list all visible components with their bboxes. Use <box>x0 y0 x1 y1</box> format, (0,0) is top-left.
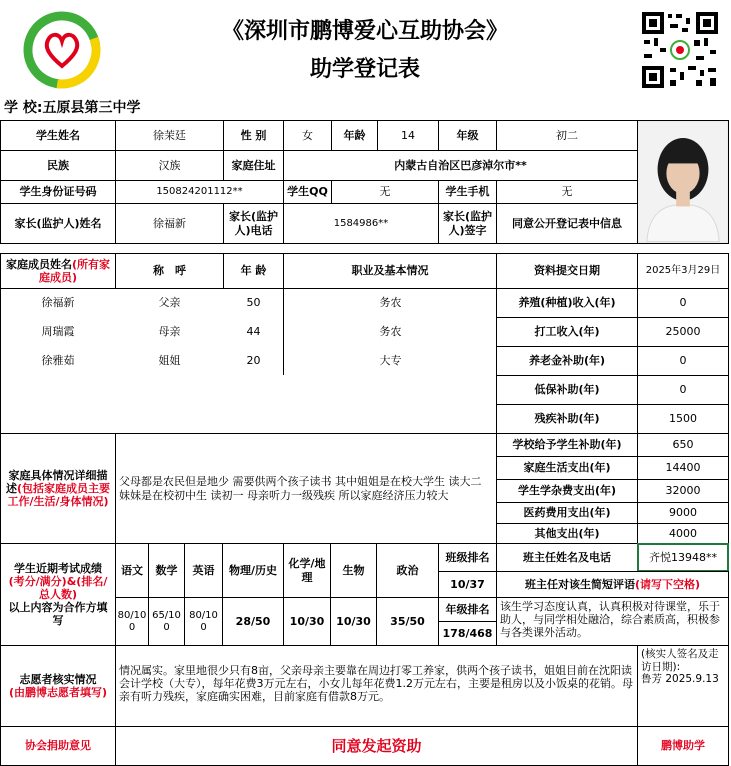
finance-value: 14400 <box>637 456 729 480</box>
age: 14 <box>377 120 439 151</box>
school-label: 学 校: <box>4 100 43 116</box>
grade-label: 年级 <box>438 120 497 151</box>
finance-label: 打工收入(年) <box>496 317 638 347</box>
member-relation: 姐姐 <box>158 353 181 367</box>
member-age-header: 年 龄 <box>223 253 284 289</box>
finance-value: 650 <box>637 433 729 457</box>
subject-header: 语文 <box>115 543 149 598</box>
finance-value: 32000 <box>637 479 729 503</box>
teacher-comment-label: 班主任对该生简短评语(请写下空格) <box>496 571 729 598</box>
consent-label: 同意公开登记表中信息 <box>496 203 638 244</box>
finance-value: 1500 <box>637 404 729 434</box>
student-photo <box>637 120 729 244</box>
phone: 无 <box>496 180 638 204</box>
page-subtitle: 助学登记表 <box>309 56 420 82</box>
volunteer-sign: (核实人签名及走访日期): 鲁芳 2025.9.13 <box>637 645 729 727</box>
ethnic: 汉族 <box>115 150 224 181</box>
finance-label: 养殖(种植)收入(年) <box>496 288 638 318</box>
exam-label: 学生近期考试成绩 (考分/满分)&(排名/总人数) 以上内容为合作方填写 <box>0 543 116 646</box>
finance-value: 25000 <box>637 317 729 347</box>
opinion: 同意发起资助 <box>115 726 638 766</box>
member-job: 务农 <box>283 288 497 317</box>
guardian-label: 家长(监护人)姓名 <box>0 203 116 244</box>
subject-header: 化学/地理 <box>283 543 331 598</box>
member-relation: 父亲 <box>158 295 181 309</box>
opinion-label: 协会捐助意见 <box>0 726 116 766</box>
subject-score: 80/100 <box>115 597 149 646</box>
member-area-frame <box>0 288 1 434</box>
subject-score: 28/50 <box>222 597 284 646</box>
finance-value: 4000 <box>637 523 729 544</box>
association-logo <box>20 8 104 92</box>
subject-header: 英语 <box>184 543 223 598</box>
ethnic-label: 民族 <box>0 150 116 181</box>
volunteer-text: 情况属实。家里地很少只有8亩，父亲母亲主要靠在周边打零工养家，供两个孩子读书，姐姐目前在沈阳读会计学校（大专），每年花费3万元左右，小女儿每年花费1.2万元左右，主要是租房以及小饭桌的花销。母亲有听力残疾，家庭确实困难，目前家庭有借款8万元。 <box>115 645 638 727</box>
gender: 女 <box>283 120 332 151</box>
finance-label: 学校给予学生补助(年) <box>496 433 638 457</box>
member-name: 周瑞霞 <box>41 324 75 338</box>
member-name: 徐福新 <box>41 295 75 309</box>
school-name: 五原县第三中学 <box>42 100 141 116</box>
finance-label: 家庭生活支出(年) <box>496 456 638 480</box>
subject-score: 65/100 <box>148 597 185 646</box>
qq-label: 学生QQ <box>283 180 332 204</box>
member-name: 徐雅茹 <box>41 353 75 367</box>
age-label: 年龄 <box>331 120 378 151</box>
guardian-name: 徐福新 <box>115 203 224 244</box>
finance-value: 0 <box>637 375 729 405</box>
student-photo-image <box>639 121 727 243</box>
finance-label: 养老金补助(年) <box>496 346 638 376</box>
student-name-label: 学生姓名 <box>0 120 116 151</box>
school-line <box>4 96 140 118</box>
family-desc: 父母都是农民但是地少 需要供两个孩子读书 其中姐姐是在校大学生 读大二 妹妹是在校初中生 读初一 母亲听力一级残疾 所以家庭经济压力较大 <box>115 433 497 544</box>
id-number: 150824201112** <box>115 180 284 204</box>
id-label: 学生身份证号码 <box>0 180 116 204</box>
finance-label: 其他支出(年) <box>496 523 638 544</box>
submit-date-label: 资料提交日期 <box>496 253 638 289</box>
member-job: 大专 <box>283 346 497 375</box>
member-age: 44 <box>246 324 261 338</box>
subject-header: 物理/历史 <box>222 543 284 598</box>
address: 内蒙古自治区巴彦淖尔市** <box>283 150 638 181</box>
header <box>0 0 731 96</box>
volunteer-label: 志愿者核实情况 (由鹏博志愿者填写) <box>0 645 116 727</box>
finance-label: 残疾补助(年) <box>496 404 638 434</box>
subject-score: 10/30 <box>283 597 331 646</box>
guardian-sign-label: 家长(监护人)签字 <box>438 203 497 244</box>
member-age: 50 <box>246 295 261 309</box>
brand-label: 鹏博助学 <box>637 726 729 766</box>
member-age: 20 <box>246 353 261 367</box>
subject-score: 80/100 <box>184 597 223 646</box>
job-header: 职业及基本情况 <box>283 253 497 289</box>
finance-label: 医药费用支出(年) <box>496 502 638 524</box>
subject-header: 数学 <box>148 543 185 598</box>
guardian-phone: 1584986** <box>283 203 439 244</box>
gender-label: 性 别 <box>223 120 284 151</box>
finance-label: 学生学杂费支出(年) <box>496 479 638 503</box>
address-label: 家庭住址 <box>223 150 284 181</box>
relation-header: 称 呼 <box>115 253 224 289</box>
grade-rank-label: 年级排名 <box>438 597 497 622</box>
qq: 无 <box>331 180 439 204</box>
family-members-label: 家庭成员姓名(所有家庭成员) <box>0 253 116 289</box>
subject-score: 35/50 <box>376 597 439 646</box>
family-desc-label: 家庭具体情况详细描述(包括家庭成员主要工作/生活/身体情况) <box>0 433 116 544</box>
finance-value: 0 <box>637 346 729 376</box>
grade: 初二 <box>496 120 638 151</box>
member-job: 务农 <box>283 317 497 346</box>
teacher-info[interactable]: 齐悦13948** <box>637 543 729 572</box>
subject-header: 政治 <box>376 543 439 598</box>
grade-rank: 178/468 <box>438 621 497 646</box>
finance-value: 0 <box>637 288 729 318</box>
submit-date: 2025年3月29日 <box>637 253 729 289</box>
subject-score: 10/30 <box>330 597 377 646</box>
student-name: 徐茉廷 <box>115 120 224 151</box>
qr-code-icon <box>640 10 720 90</box>
page-title: 《深圳市鹏博爱心互助协会》 <box>221 18 508 44</box>
phone-label: 学生手机 <box>438 180 497 204</box>
finance-label: 低保补助(年) <box>496 375 638 405</box>
class-rank: 10/37 <box>438 571 497 598</box>
class-rank-label: 班级排名 <box>438 543 497 572</box>
teacher-comment: 该生学习态度认真，认真积极对待课堂，乐于助人，与同学相处融洽，综合素质高，积极参与各类课外活动。 <box>496 597 729 646</box>
finance-value: 9000 <box>637 502 729 524</box>
guardian-phone-label: 家长(监护人)电话 <box>223 203 284 244</box>
teacher-label: 班主任姓名及电话 <box>496 543 638 572</box>
member-relation: 母亲 <box>158 324 181 338</box>
subject-header: 生物 <box>330 543 377 598</box>
